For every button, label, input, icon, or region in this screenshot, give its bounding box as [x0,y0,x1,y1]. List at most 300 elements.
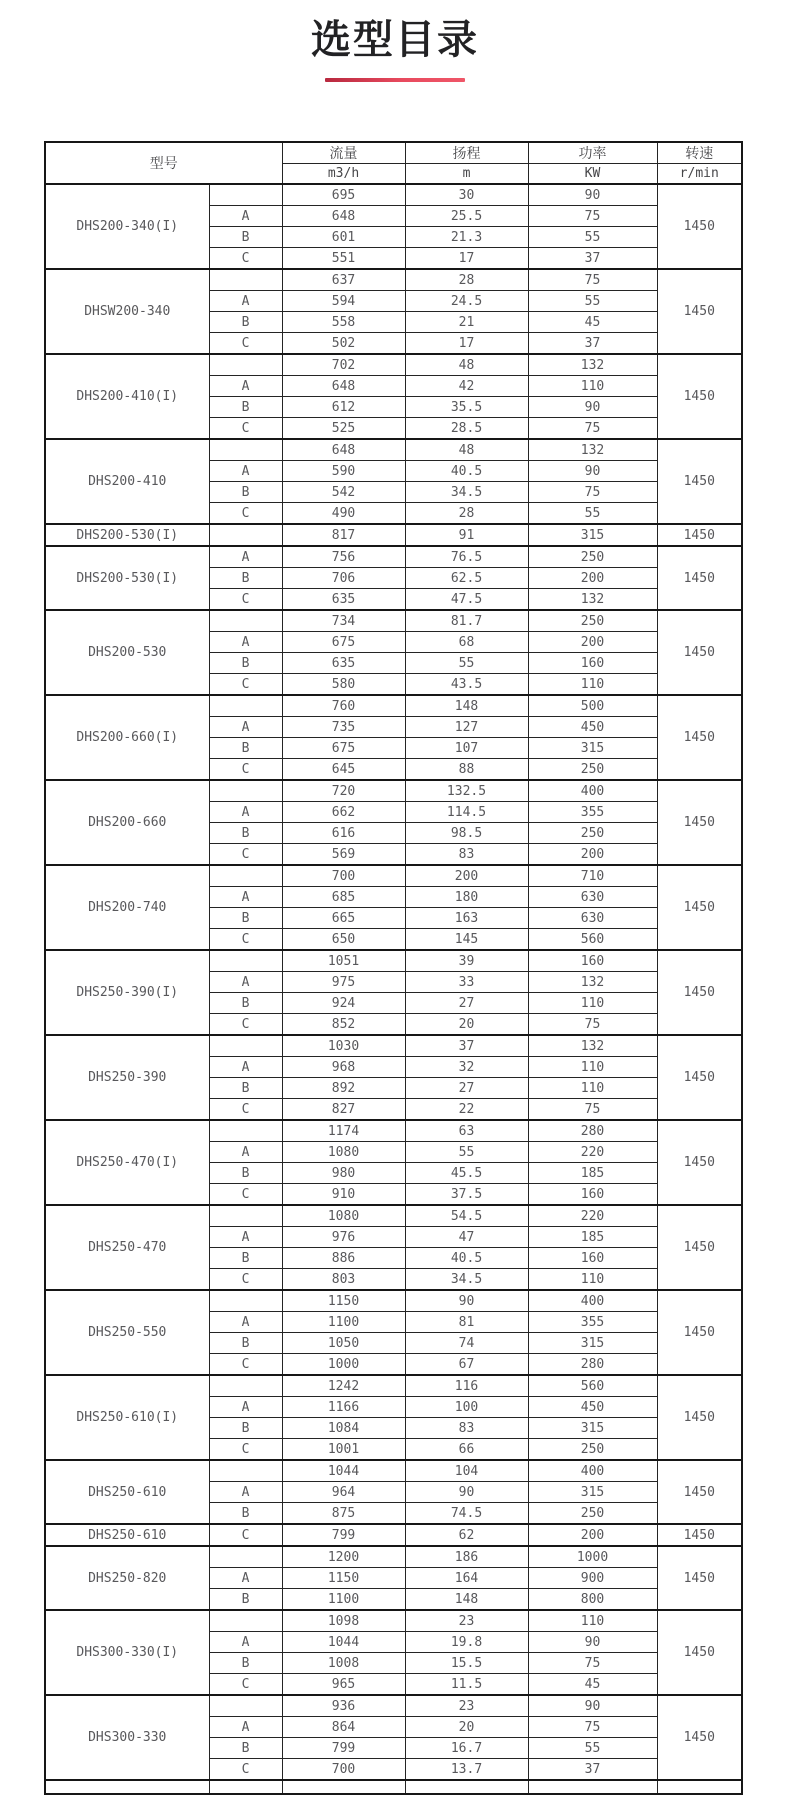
power-cell: 280 [528,1354,657,1376]
table-row [45,1610,742,1632]
table-row [45,546,742,568]
head-cell: 81.7 [405,610,528,632]
variant-cell: A [209,632,282,653]
head-cell: 116 [405,1375,528,1397]
variant-cell: B [209,653,282,674]
table-header [45,142,742,184]
variant-cell: C [209,418,282,440]
table-row [45,1120,742,1142]
flow-cell: 675 [282,738,405,759]
flow-cell: 1084 [282,1418,405,1439]
head-cell: 148 [405,1589,528,1611]
power-cell: 90 [528,1632,657,1653]
model-cell: DHS250-550 [45,1290,209,1375]
variant-cell: B [209,312,282,333]
flow-cell: 980 [282,1163,405,1184]
header-head: 扬程 [405,142,528,164]
model-cell: DHS200-530 [45,610,209,695]
power-cell: 250 [528,1439,657,1461]
model-cell: DHS200-530(I) [45,546,209,610]
power-cell: 250 [528,546,657,568]
variant-cell: C [209,674,282,696]
power-cell: 400 [528,1290,657,1312]
flow-cell: 1098 [282,1610,405,1632]
flow-cell: 612 [282,397,405,418]
power-cell: 250 [528,1503,657,1525]
variant-cell [209,1035,282,1057]
power-cell: 355 [528,802,657,823]
flow-cell: 648 [282,376,405,397]
power-cell: 560 [528,929,657,951]
variant-cell: A [209,546,282,568]
variant-cell: B [209,908,282,929]
head-cell: 37.5 [405,1184,528,1206]
flow-cell: 756 [282,546,405,568]
flow-cell: 702 [282,354,405,376]
table-row [45,1375,742,1397]
speed-cell: 1450 [657,1524,742,1546]
variant-cell: A [209,376,282,397]
flow-cell: 1051 [282,950,405,972]
power-cell: 355 [528,1312,657,1333]
power-cell: 37 [528,248,657,270]
speed-cell: 1450 [657,546,742,610]
power-cell: 250 [528,759,657,781]
variant-cell: C [209,929,282,951]
head-cell: 54.5 [405,1205,528,1227]
flow-cell: 594 [282,291,405,312]
speed-cell: 1450 [657,184,742,269]
head-cell: 28 [405,269,528,291]
head-cell: 74 [405,1333,528,1354]
power-cell: 75 [528,269,657,291]
head-cell: 19.8 [405,1632,528,1653]
speed-cell: 1450 [657,695,742,780]
power-cell: 710 [528,865,657,887]
power-cell: 75 [528,1014,657,1036]
head-cell: 91 [405,524,528,546]
power-cell: 110 [528,376,657,397]
power-cell: 110 [528,1057,657,1078]
variant-cell: A [209,1227,282,1248]
flow-cell: 803 [282,1269,405,1291]
flow-cell: 580 [282,674,405,696]
table-row [45,1290,742,1312]
flow-cell: 502 [282,333,405,355]
power-cell: 55 [528,227,657,248]
flow-cell: 648 [282,206,405,227]
power-cell: 450 [528,717,657,738]
variant-cell: B [209,568,282,589]
head-cell: 62.5 [405,568,528,589]
head-cell: 76.5 [405,546,528,568]
head-cell: 200 [405,865,528,887]
variant-cell [209,950,282,972]
variant-cell: B [209,1503,282,1525]
head-cell: 23 [405,1695,528,1717]
head-cell: 83 [405,1418,528,1439]
head-cell: 62 [405,1524,528,1546]
variant-cell: A [209,1312,282,1333]
flow-cell: 827 [282,1099,405,1121]
head-cell: 104 [405,1460,528,1482]
head-cell: 40.5 [405,1248,528,1269]
power-cell: 132 [528,972,657,993]
power-cell: 250 [528,823,657,844]
head-cell: 90 [405,1482,528,1503]
flow-cell: 542 [282,482,405,503]
power-cell: 132 [528,589,657,611]
flow-cell: 734 [282,610,405,632]
head-cell: 88 [405,759,528,781]
variant-cell [209,184,282,206]
power-cell: 132 [528,1035,657,1057]
head-cell: 17 [405,248,528,270]
empty-cell [282,1780,405,1794]
head-cell: 114.5 [405,802,528,823]
power-cell: 800 [528,1589,657,1611]
table-row [45,269,742,291]
variant-cell: C [209,1014,282,1036]
variant-cell: C [209,1184,282,1206]
variant-cell: B [209,397,282,418]
flow-cell: 695 [282,184,405,206]
head-cell: 34.5 [405,482,528,503]
power-cell: 900 [528,1568,657,1589]
flow-cell: 852 [282,1014,405,1036]
power-cell: 110 [528,1269,657,1291]
head-cell: 27 [405,1078,528,1099]
header-speed: 转速 [657,142,742,164]
speed-cell: 1450 [657,1546,742,1610]
speed-cell: 1450 [657,439,742,524]
variant-cell [209,439,282,461]
variant-cell: A [209,972,282,993]
variant-cell [209,269,282,291]
variant-cell: C [209,333,282,355]
flow-cell: 1008 [282,1653,405,1674]
flow-cell: 685 [282,887,405,908]
header-power-unit: KW [528,164,657,185]
power-cell: 315 [528,738,657,759]
variant-cell: A [209,1568,282,1589]
flow-cell: 650 [282,929,405,951]
flow-cell: 1150 [282,1568,405,1589]
speed-cell: 1450 [657,524,742,546]
flow-cell: 569 [282,844,405,866]
model-cell: DHS200-530(I) [45,524,209,546]
head-cell: 34.5 [405,1269,528,1291]
variant-cell: C [209,1759,282,1781]
power-cell: 75 [528,482,657,503]
head-cell: 67 [405,1354,528,1376]
table-row [45,1460,742,1482]
power-cell: 75 [528,418,657,440]
power-cell: 160 [528,1248,657,1269]
table-row [45,1035,742,1057]
header-speed-unit: r/min [657,164,742,185]
table-row [45,1546,742,1568]
table-row [45,950,742,972]
head-cell: 47 [405,1227,528,1248]
flow-cell: 817 [282,524,405,546]
flow-cell: 551 [282,248,405,270]
variant-cell: C [209,589,282,611]
flow-cell: 525 [282,418,405,440]
header-name-row [45,142,742,164]
flow-cell: 616 [282,823,405,844]
power-cell: 45 [528,1674,657,1696]
model-cell: DHSW200-340 [45,269,209,354]
variant-cell: A [209,1142,282,1163]
flow-cell: 635 [282,589,405,611]
power-cell: 55 [528,503,657,525]
power-cell: 315 [528,524,657,546]
table-row [45,184,742,206]
variant-cell: B [209,1653,282,1674]
head-cell: 27 [405,993,528,1014]
table-row [45,695,742,717]
variant-cell: B [209,1738,282,1759]
variant-cell [209,865,282,887]
head-cell: 16.7 [405,1738,528,1759]
head-cell: 30 [405,184,528,206]
flow-cell: 965 [282,1674,405,1696]
variant-cell [209,1460,282,1482]
model-cell: DHS250-470 [45,1205,209,1290]
power-cell: 185 [528,1227,657,1248]
variant-cell: B [209,993,282,1014]
variant-cell: C [209,759,282,781]
flow-cell: 665 [282,908,405,929]
empty-cell [209,1780,282,1794]
head-cell: 20 [405,1014,528,1036]
flow-cell: 1000 [282,1354,405,1376]
head-cell: 22 [405,1099,528,1121]
head-cell: 43.5 [405,674,528,696]
flow-cell: 720 [282,780,405,802]
power-cell: 75 [528,206,657,227]
power-cell: 37 [528,333,657,355]
variant-cell [209,524,282,546]
power-cell: 280 [528,1120,657,1142]
variant-cell [209,354,282,376]
table-row [45,865,742,887]
flow-cell: 799 [282,1524,405,1546]
head-cell: 55 [405,653,528,674]
variant-cell: A [209,206,282,227]
flow-cell: 490 [282,503,405,525]
model-cell: DHS300-330 [45,1695,209,1780]
flow-cell: 1200 [282,1546,405,1568]
model-cell: DHS250-390(I) [45,950,209,1035]
head-cell: 148 [405,695,528,717]
table-row [45,610,742,632]
flow-cell: 1001 [282,1439,405,1461]
flow-cell: 1044 [282,1632,405,1653]
speed-cell: 1450 [657,1120,742,1205]
power-cell: 110 [528,1078,657,1099]
power-cell: 630 [528,887,657,908]
variant-cell [209,1695,282,1717]
head-cell: 45.5 [405,1163,528,1184]
page-title: 选型目录 [311,17,479,63]
variant-cell [209,1375,282,1397]
model-cell: DHS200-660 [45,780,209,865]
head-cell: 17 [405,333,528,355]
power-cell: 37 [528,1759,657,1781]
head-cell: 83 [405,844,528,866]
variant-cell: C [209,1524,282,1546]
table-row [45,1695,742,1717]
table-row [45,780,742,802]
power-cell: 90 [528,1695,657,1717]
power-cell: 250 [528,610,657,632]
flow-cell: 700 [282,1759,405,1781]
head-cell: 37 [405,1035,528,1057]
flow-cell: 760 [282,695,405,717]
variant-cell: A [209,887,282,908]
speed-cell: 1450 [657,780,742,865]
head-cell: 47.5 [405,589,528,611]
head-cell: 55 [405,1142,528,1163]
head-cell: 23 [405,1610,528,1632]
head-cell: 21 [405,312,528,333]
flow-cell: 875 [282,1503,405,1525]
flow-cell: 637 [282,269,405,291]
head-cell: 98.5 [405,823,528,844]
power-cell: 45 [528,312,657,333]
power-cell: 55 [528,1738,657,1759]
speed-cell: 1450 [657,269,742,354]
variant-cell [209,1120,282,1142]
model-cell: DHS250-610 [45,1460,209,1524]
head-cell: 15.5 [405,1653,528,1674]
flow-cell: 864 [282,1717,405,1738]
variant-cell: B [209,738,282,759]
power-cell: 315 [528,1333,657,1354]
head-cell: 42 [405,376,528,397]
speed-cell: 1450 [657,1460,742,1524]
power-cell: 400 [528,1460,657,1482]
variant-cell: C [209,503,282,525]
variant-cell: C [209,1439,282,1461]
flow-cell: 1080 [282,1205,405,1227]
head-cell: 90 [405,1290,528,1312]
variant-cell: C [209,844,282,866]
variant-cell [209,695,282,717]
power-cell: 75 [528,1653,657,1674]
head-cell: 74.5 [405,1503,528,1525]
power-cell: 110 [528,993,657,1014]
power-cell: 400 [528,780,657,802]
model-cell: DHS300-330(I) [45,1610,209,1695]
head-cell: 11.5 [405,1674,528,1696]
model-cell: DHS250-610(I) [45,1375,209,1460]
empty-cell [657,1780,742,1794]
variant-cell: A [209,1057,282,1078]
variant-cell: B [209,1333,282,1354]
speed-cell: 1450 [657,1375,742,1460]
head-cell: 63 [405,1120,528,1142]
variant-cell [209,1205,282,1227]
flow-cell: 1150 [282,1290,405,1312]
flow-cell: 892 [282,1078,405,1099]
flow-cell: 635 [282,653,405,674]
head-cell: 32 [405,1057,528,1078]
power-cell: 132 [528,354,657,376]
head-cell: 25.5 [405,206,528,227]
empty-cell [528,1780,657,1794]
header-flow: 流量 [282,142,405,164]
power-cell: 200 [528,1524,657,1546]
variant-cell: A [209,717,282,738]
header-flow-unit: m3/h [282,164,405,185]
head-cell: 48 [405,354,528,376]
power-cell: 1000 [528,1546,657,1568]
flow-cell: 1174 [282,1120,405,1142]
variant-cell: A [209,1717,282,1738]
model-cell: DHS250-820 [45,1546,209,1610]
flow-cell: 675 [282,632,405,653]
table-row [45,439,742,461]
power-cell: 200 [528,568,657,589]
variant-cell: C [209,1674,282,1696]
power-cell: 110 [528,674,657,696]
head-cell: 107 [405,738,528,759]
power-cell: 160 [528,1184,657,1206]
head-cell: 100 [405,1397,528,1418]
speed-cell: 1450 [657,1290,742,1375]
model-cell: DHS200-740 [45,865,209,950]
power-cell: 630 [528,908,657,929]
flow-cell: 700 [282,865,405,887]
flow-cell: 735 [282,717,405,738]
power-cell: 220 [528,1142,657,1163]
head-cell: 132.5 [405,780,528,802]
variant-cell: A [209,802,282,823]
speed-cell: 1450 [657,1610,742,1695]
head-cell: 20 [405,1717,528,1738]
variant-cell [209,1610,282,1632]
speed-cell: 1450 [657,865,742,950]
title-accent-underline [325,78,465,82]
flow-cell: 799 [282,1738,405,1759]
variant-cell: C [209,1354,282,1376]
head-cell: 39 [405,950,528,972]
flow-cell: 601 [282,227,405,248]
flow-cell: 648 [282,439,405,461]
flow-cell: 1030 [282,1035,405,1057]
variant-cell: A [209,1482,282,1503]
head-cell: 28 [405,503,528,525]
flow-cell: 968 [282,1057,405,1078]
power-cell: 200 [528,632,657,653]
cutoff-row [45,1780,742,1794]
variant-cell: A [209,461,282,482]
flow-cell: 1050 [282,1333,405,1354]
flow-cell: 1100 [282,1589,405,1611]
speed-cell: 1450 [657,1205,742,1290]
model-cell: DHS250-390 [45,1035,209,1120]
header-head-unit: m [405,164,528,185]
power-cell: 132 [528,439,657,461]
variant-cell [209,1290,282,1312]
model-cell: DHS200-660(I) [45,695,209,780]
flow-cell: 936 [282,1695,405,1717]
head-cell: 145 [405,929,528,951]
head-cell: 35.5 [405,397,528,418]
